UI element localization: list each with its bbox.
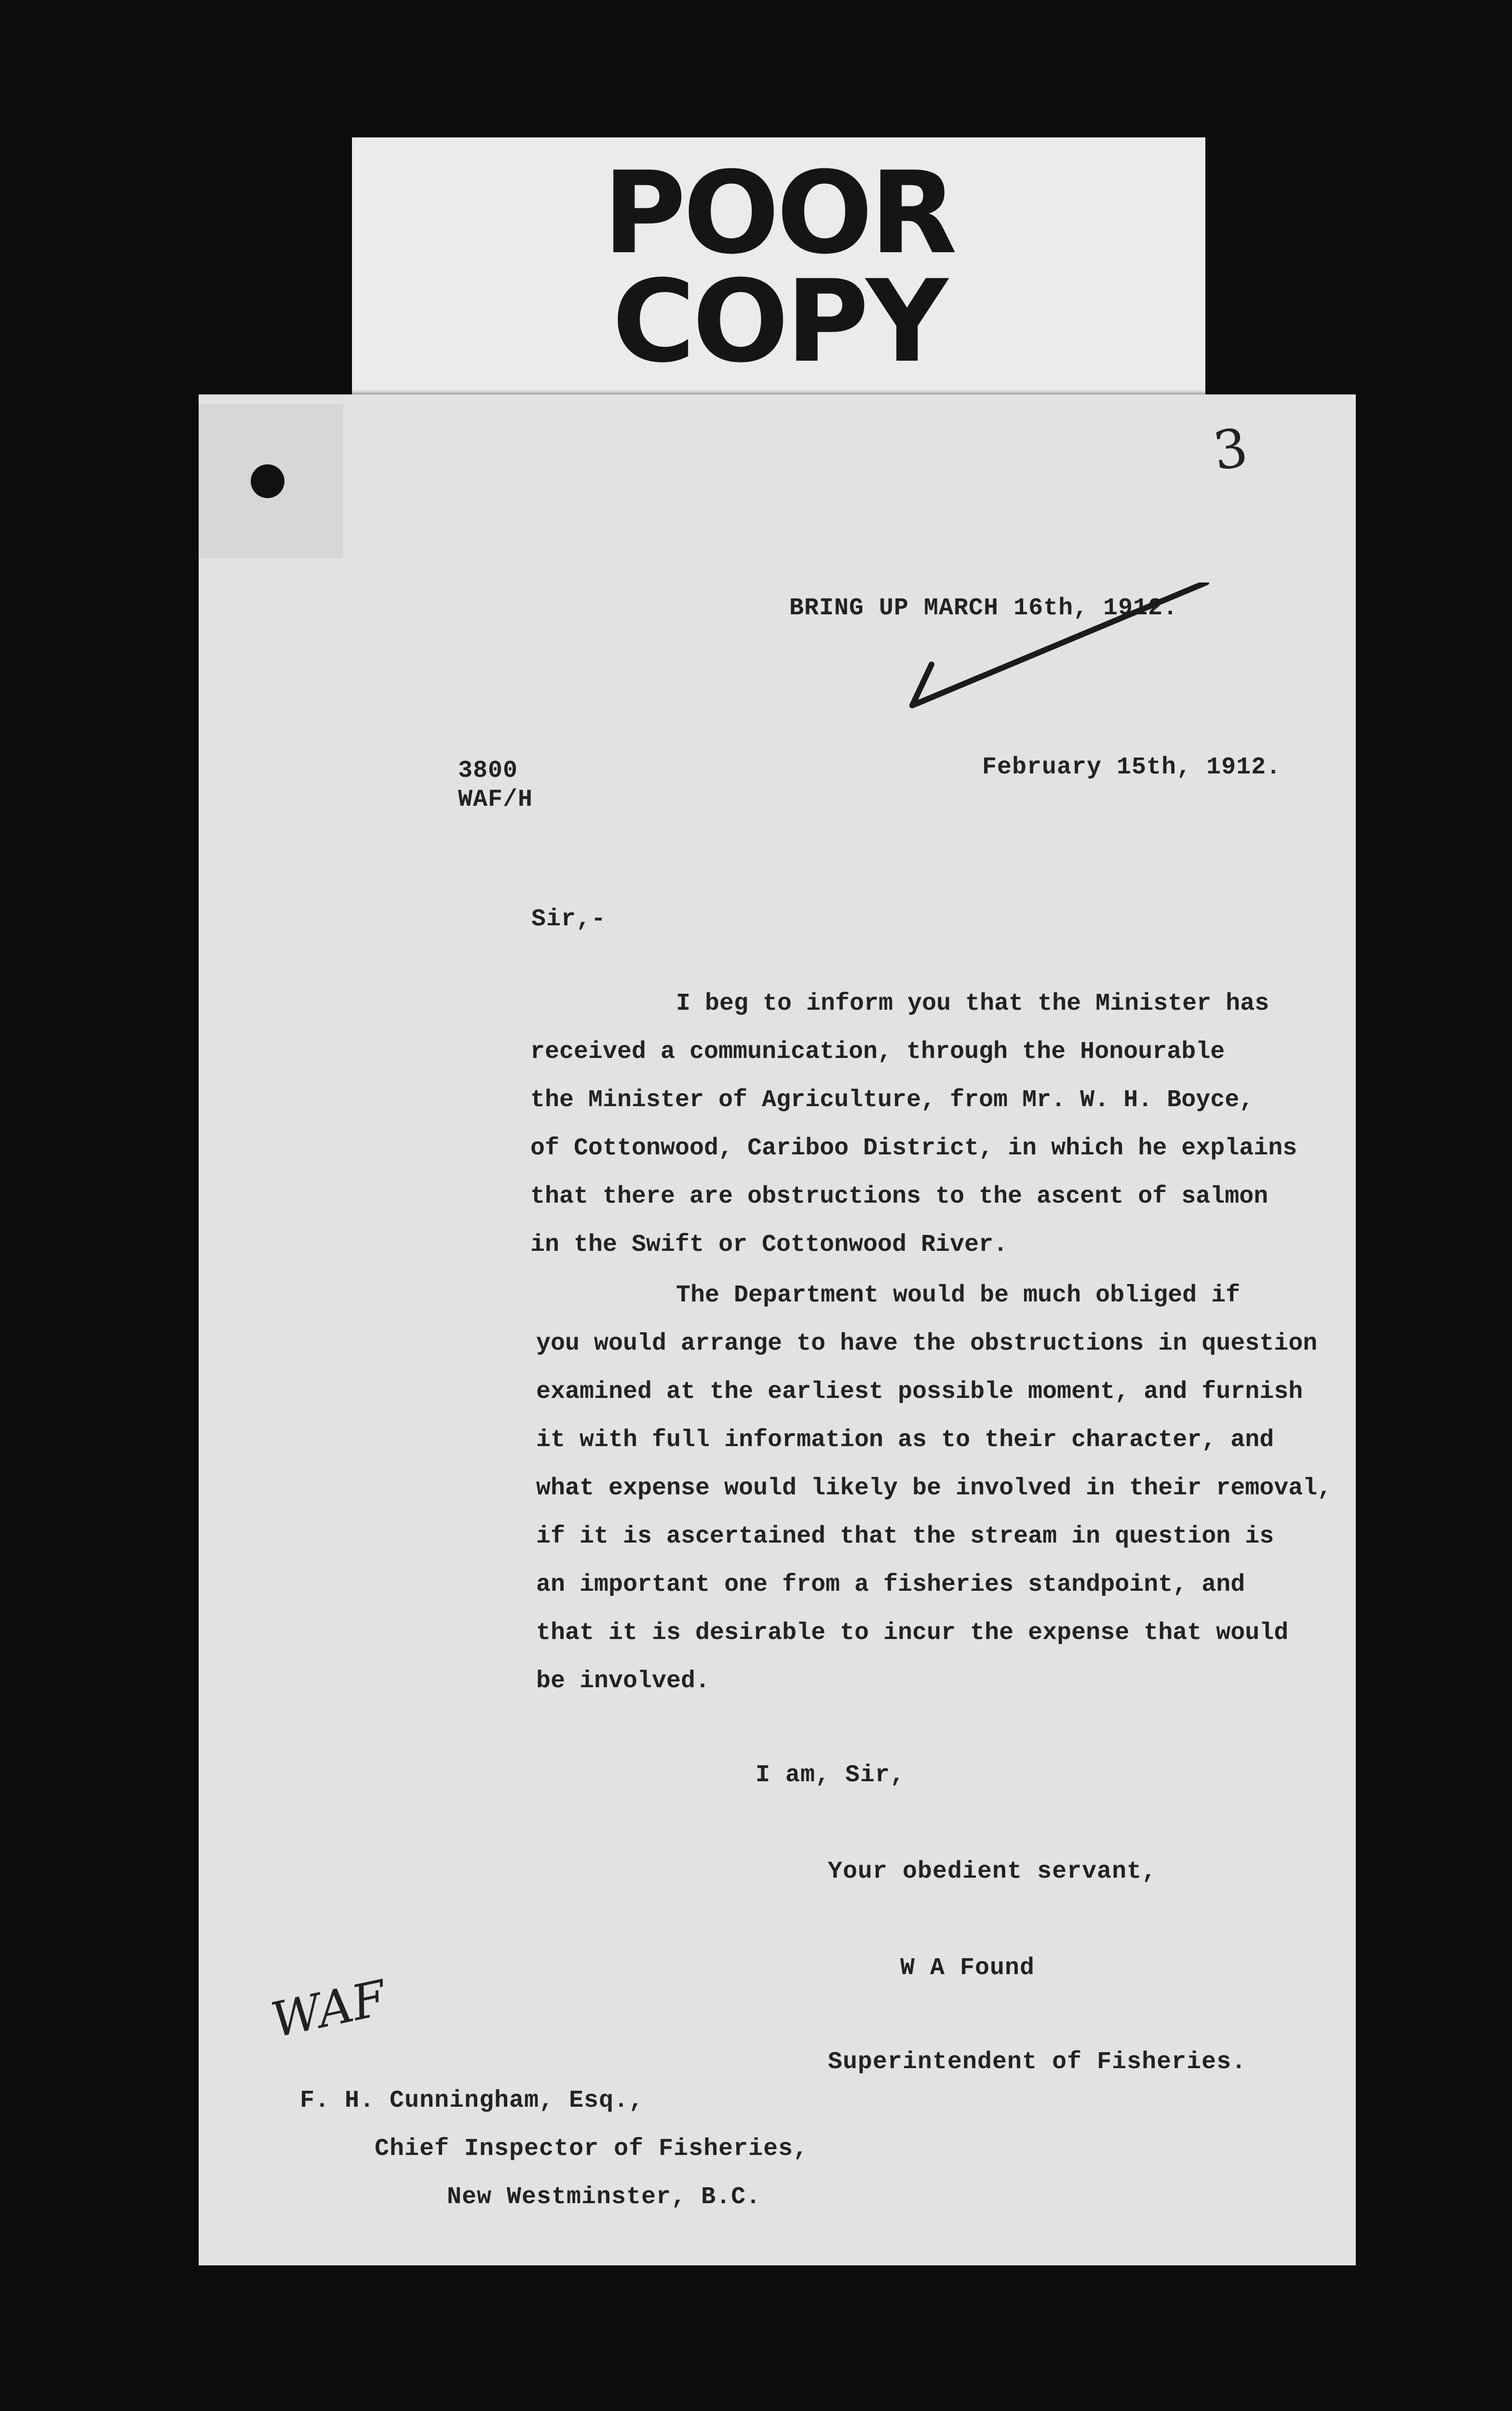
body-line: what expense would likely be involved in their removal, <box>536 1475 1332 1502</box>
closing-line: I am, Sir, <box>756 1761 905 1789</box>
letter-page <box>199 394 1356 2265</box>
poor-copy-line1: POOR <box>603 148 955 279</box>
body-line: an important one from a fisheries standpoint, and <box>536 1571 1245 1598</box>
punch-hole <box>251 464 284 498</box>
file-initials: WAF/H <box>458 786 533 813</box>
checkmark-icon <box>898 582 1283 727</box>
page-number: 3 <box>1209 416 1252 483</box>
addressee-city: New Westminster, B.C. <box>447 2183 761 2211</box>
signer-title: Superintendent of Fisheries. <box>828 2048 1247 2076</box>
body-line: examined at the earliest possible moment, and furnish <box>536 1378 1303 1406</box>
body-line: of Cottonwood, Cariboo District, in which he explains <box>530 1135 1297 1162</box>
closing-servant: Your obedient servant, <box>828 1858 1157 1885</box>
body-line: be involved. <box>536 1667 710 1695</box>
body-line: the Minister of Agriculture, from Mr. W. H. Boyce, <box>530 1086 1254 1114</box>
addressee-title: Chief Inspector of Fisheries, <box>375 2135 809 2163</box>
body-line: if it is ascertained that the stream in question is <box>536 1523 1274 1550</box>
poor-copy-stamp <box>352 137 1205 398</box>
salutation: Sir,- <box>531 906 607 933</box>
poor-copy-line2: COPY <box>612 256 945 388</box>
body-line: received a communication, through the Honourable <box>530 1038 1225 1066</box>
body-line: in the Swift or Cottonwood River. <box>530 1231 1008 1259</box>
body-line: that it is desirable to incur the expense that would <box>536 1619 1289 1647</box>
file-number: 3800 <box>458 757 518 785</box>
body-line: The Department would be much obliged if <box>676 1282 1241 1309</box>
addressee-name: F. H. Cunningham, Esq., <box>300 2087 644 2114</box>
body-line: you would arrange to have the obstructions in question <box>536 1330 1318 1357</box>
body-line: it with full information as to their character, and <box>536 1426 1274 1454</box>
bring-up-note: BRING UP MARCH 16th, 1912. <box>789 595 1178 622</box>
signer-name: W A Found <box>900 1954 1035 1982</box>
handwritten-initials: WAF <box>266 1969 391 2049</box>
letter-date: February 15th, 1912. <box>982 754 1282 781</box>
body-line: that there are obstructions to the ascent of salmon <box>530 1183 1269 1210</box>
body-line: I beg to inform you that the Minister has <box>676 990 1269 1017</box>
